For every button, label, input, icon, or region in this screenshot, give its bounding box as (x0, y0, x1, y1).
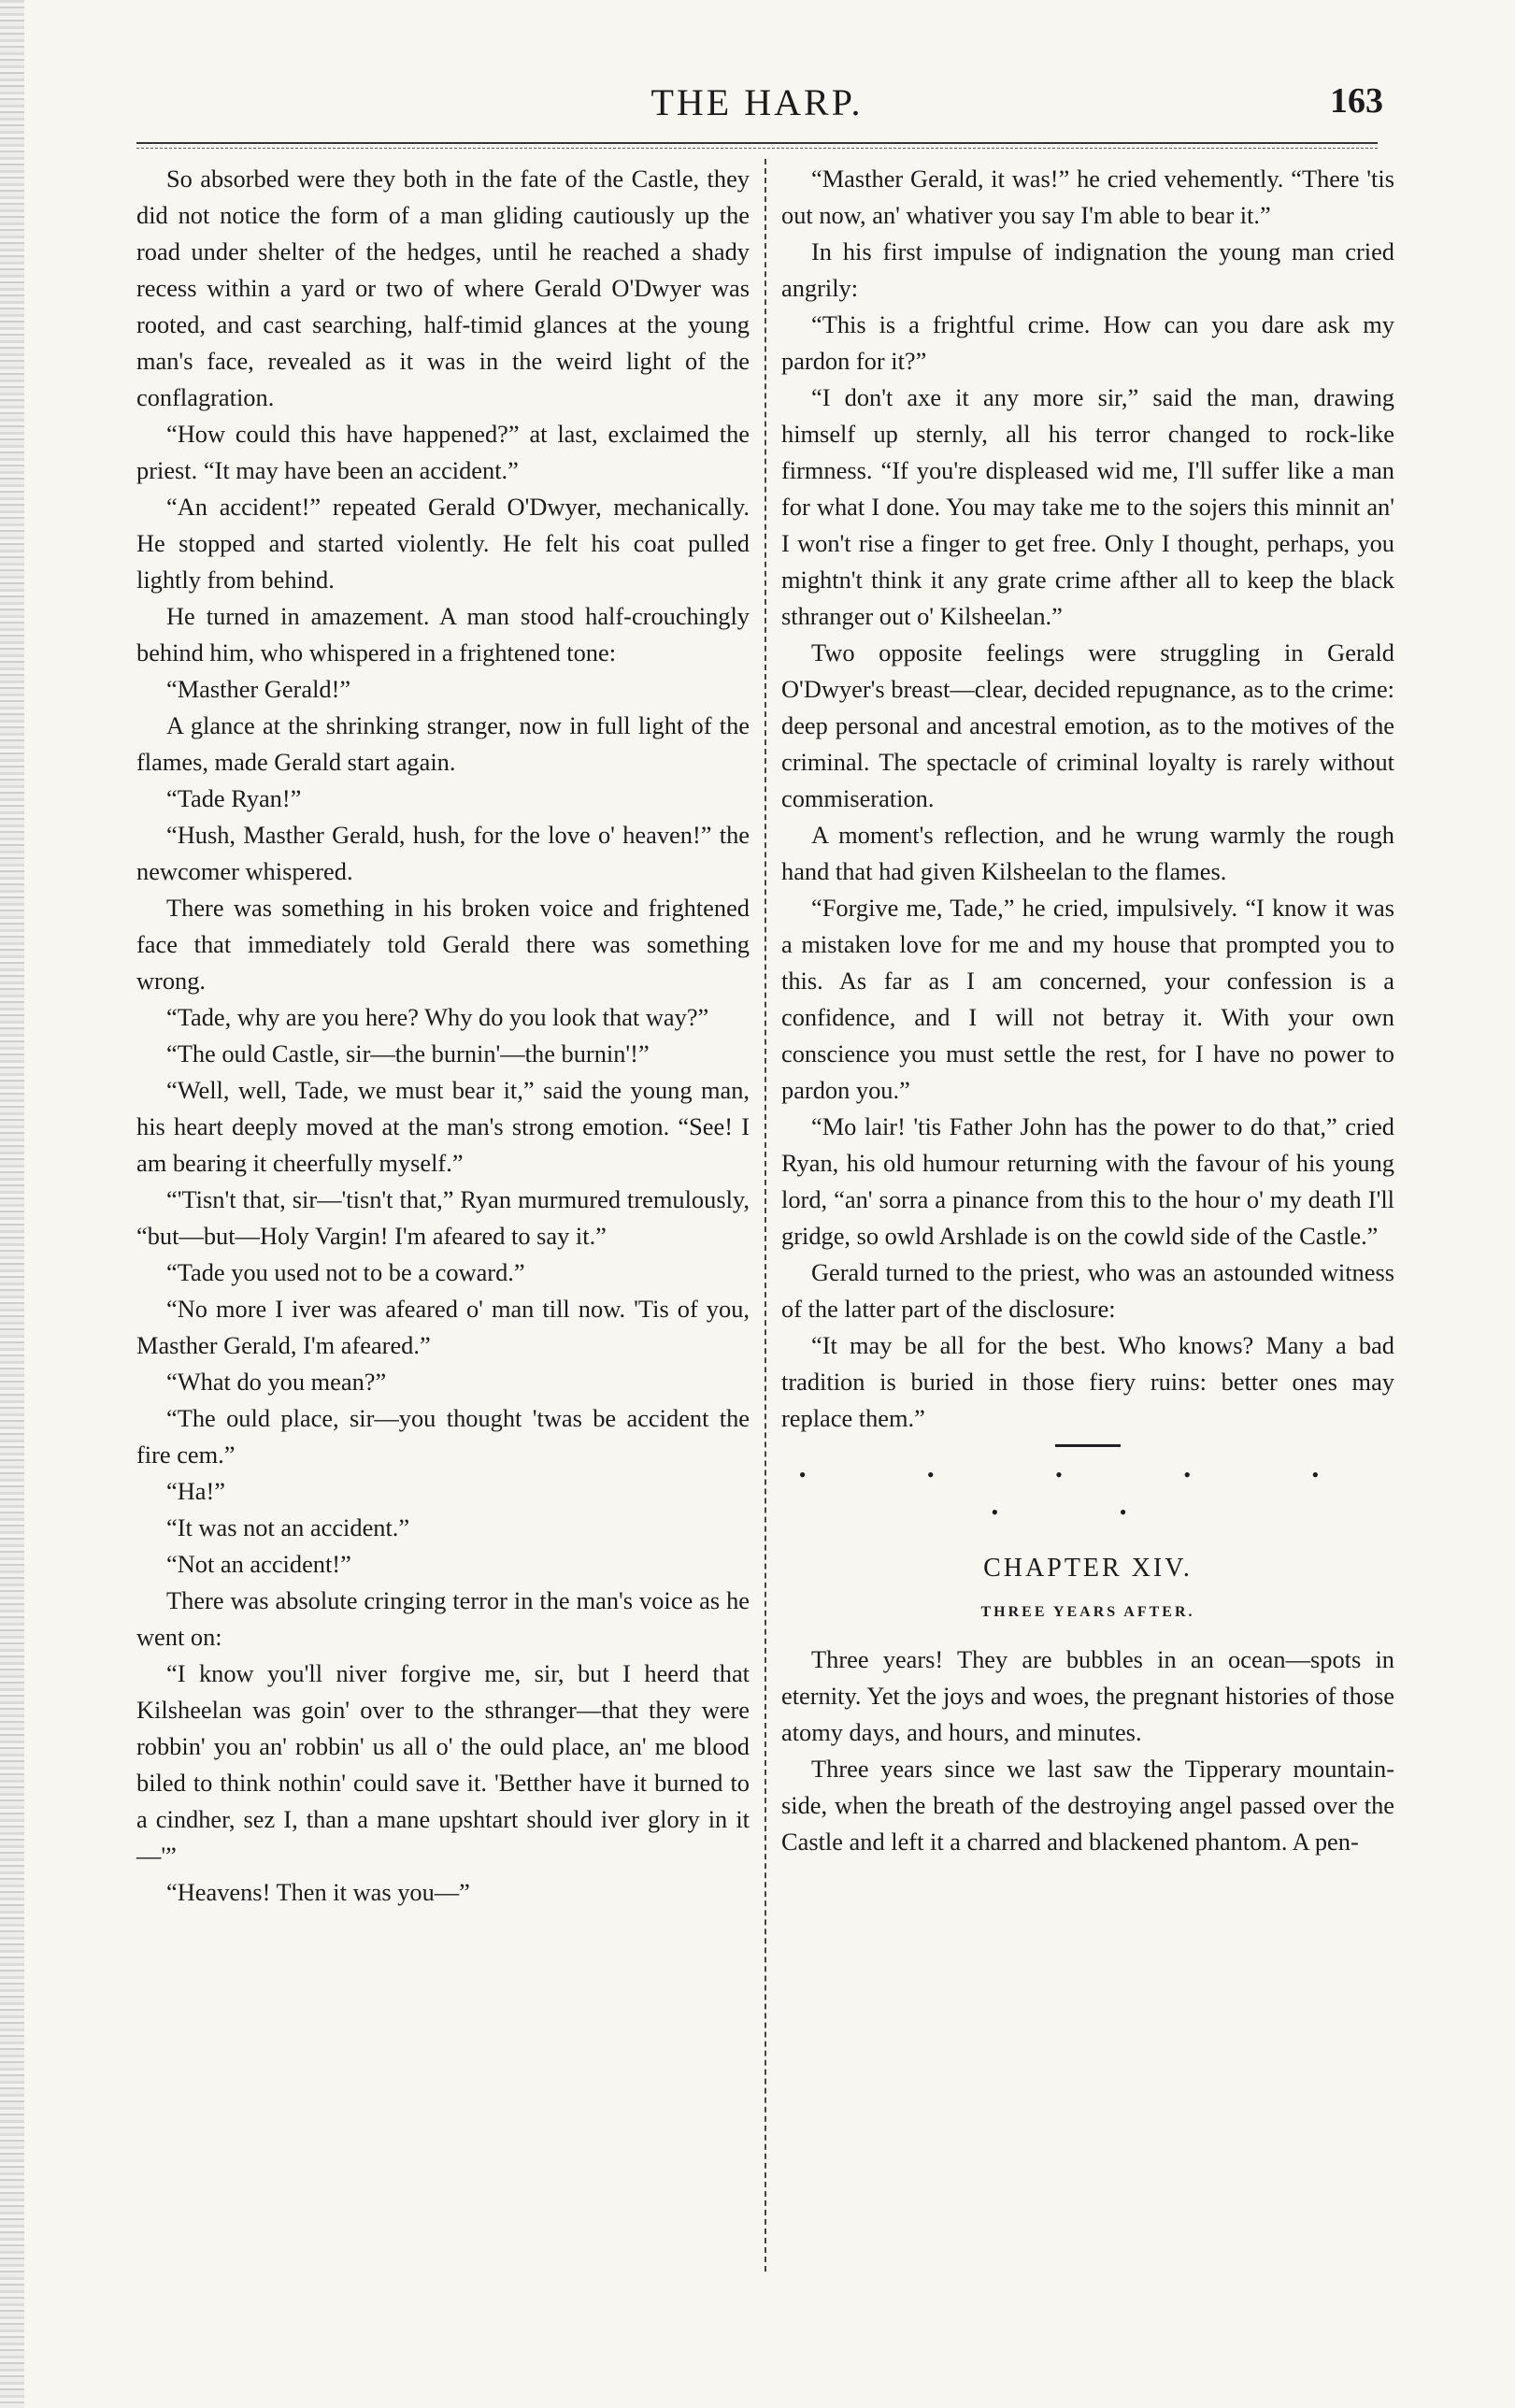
paragraph: “Forgive me, Tade,” he cried, impulsively. “I know it was a mistaken love for me and my house that prompted you to this. As far as I am concerned, your confession is a confidence, and I will not betray it. With your own conscience you must settle the rest, for I have no power to pardon you.” (781, 894, 1394, 1104)
paragraph: “This is a frightful crime. How can you dare ask my pardon for it?” (781, 310, 1394, 375)
header-rule-dashed (136, 148, 1378, 149)
paragraph: “Tade Ryan!” (166, 784, 302, 812)
paragraph: “Masther Gerald, it was!” he cried vehemently. “There 'tis out now, an' whativer you say I'm able to bear it.” (781, 165, 1394, 229)
chapter-title: CHAPTER XIV. (983, 1554, 1193, 1583)
scanned-margin-edge (0, 0, 24, 2408)
page-number: 163 (1330, 81, 1383, 121)
paragraph: He turned in amazement. A man stood half-crouchingly behind him, who whispered in a frightened tone: (136, 602, 750, 666)
paragraph: “What do you mean?” (166, 1368, 387, 1396)
paragraph: There was something in his broken voice and frightened face that immediately told Gerald there was something wrong. (136, 894, 750, 995)
paragraph: “It was not an accident.” (166, 1513, 410, 1541)
paragraph: So absorbed were they both in the fate of the Castle, they did not notice the form of a man gliding cautiously up the road under shelter of the hedges, until he reached a shady recess within a yard or two of where Gerald O'Dwyer was rooted, and cast searching, half-timid glances at the young man's face, revealed as it was in the weird light of the conflagration. (136, 165, 750, 411)
paragraph: “Well, well, Tade, we must bear it,” said the young man, his heart deeply moved at the man's strong emotion. “See! I am bearing it cheerfully myself.” (136, 1076, 750, 1177)
paragraph: Two opposite feelings were struggling in Gerald O'Dwyer's breast—clear, decided repugnance, as to the crime: deep personal and ancestral emotion, as to the motives of the criminal. The spectacle of criminal loyalty is rarely without commiseration. (781, 638, 1394, 812)
paragraph: Three years since we last saw the Tipperary mountain-side, when the breath of the destroying angel passed over the Castle and left it a charred and blackened phantom. A pen- (781, 1755, 1394, 1856)
paragraph: There was absolute cringing terror in the man's voice as he went on: (136, 1586, 750, 1651)
paragraph: “Not an accident!” (166, 1550, 351, 1578)
paragraph: A moment's reflection, and he wrung warmly the rough hand that had given Kilsheelan to the flames. (781, 821, 1394, 885)
paragraph: “The ould place, sir—you thought 'twas be accident the fire cem.” (136, 1404, 750, 1469)
page-header (131, 80, 1383, 138)
paragraph: “The ould Castle, sir—the burnin'—the burnin'!” (166, 1039, 650, 1068)
right-column (781, 161, 1394, 1860)
header-rule (136, 142, 1378, 144)
paragraph: “It may be all for the best. Who knows? Many a bad tradition is buried in those fiery ruins: better ones may replace them.” (781, 1331, 1394, 1432)
column-divider (765, 159, 766, 2272)
paragraph: “Masther Gerald!” (166, 675, 351, 703)
paragraph: “'Tisn't that, sir—'tisn't that,” Ryan murmured tremulously, “but—but—Holy Vargin! I'm afeared to say it.” (136, 1185, 750, 1250)
paragraph: “No more I iver was afeared o' man till now. 'Tis of you, Masther Gerald, I'm afeared.” (136, 1295, 750, 1359)
left-column (136, 161, 750, 1911)
paragraph: In his first impulse of indignation the young man cried angrily: (781, 237, 1394, 302)
paragraph: “Hush, Masther Gerald, hush, for the love o' heaven!” the newcomer whispered. (136, 821, 750, 885)
paragraph: “Ha!” (166, 1477, 225, 1505)
paragraph: Gerald turned to the priest, who was an astounded witness of the latter part of the disclosure: (781, 1258, 1394, 1323)
running-title: THE HARP. (650, 81, 864, 123)
paragraph: “Heavens! Then it was you—” (166, 1878, 470, 1906)
paragraph: “How could this have happened?” at last, exclaimed the priest. “It may have been an accident.” (136, 420, 750, 484)
paragraph: “I don't axe it any more sir,” said the man, drawing himself up sternly, all his terror changed to rock-like firmness. “If you're displeased wid me, I'll suffer like a man for what I done. You may take me to the sojers this minnit an' I won't rise a finger to get free. Only I thought, perhaps, you mightn't think it any grate crime afther all to keep the black sthranger out o' Kilsheelan.” (781, 383, 1394, 630)
paragraph: “Tade, why are you here? Why do you look that way?” (166, 1003, 709, 1031)
separator-dots: • • • • • • • (798, 1463, 1378, 1524)
paragraph: “An accident!” repeated Gerald O'Dwyer, mechanically. He stopped and started violently. He felt his coat pulled lightly from behind. (136, 493, 750, 594)
chapter-subtitle: THREE YEARS AFTER. (980, 1604, 1195, 1620)
paragraph: “I know you'll niver forgive me, sir, but I heerd that Kilsheelan was goin' over to the sthranger—that they were robbin' you an' robbin' us all o' the ould place, an' me blood biled to think nothin' could save it. 'Betther have it burned to a cindher, sez I, than a mane upshtart should iver glory in it—'” (136, 1659, 750, 1870)
paragraph: Three years! They are bubbles in an ocean—spots in eternity. Yet the joys and woes, the pregnant histories of those atomy days, and hours, and minutes. (781, 1645, 1394, 1746)
paragraph: A glance at the shrinking stranger, now in full light of the flames, made Gerald start again. (136, 711, 750, 776)
paragraph: “Mo lair! 'tis Father John has the power to do that,” cried Ryan, his old humour returning with the favour of his young lord, “an' sorra a pinance from this to the hour o' my death I'll gridge, so owld Arshlade is on the cowld side of the Castle.” (781, 1112, 1394, 1250)
paragraph: “Tade you used not to be a coward.” (166, 1258, 525, 1286)
section-rule (1055, 1444, 1121, 1447)
